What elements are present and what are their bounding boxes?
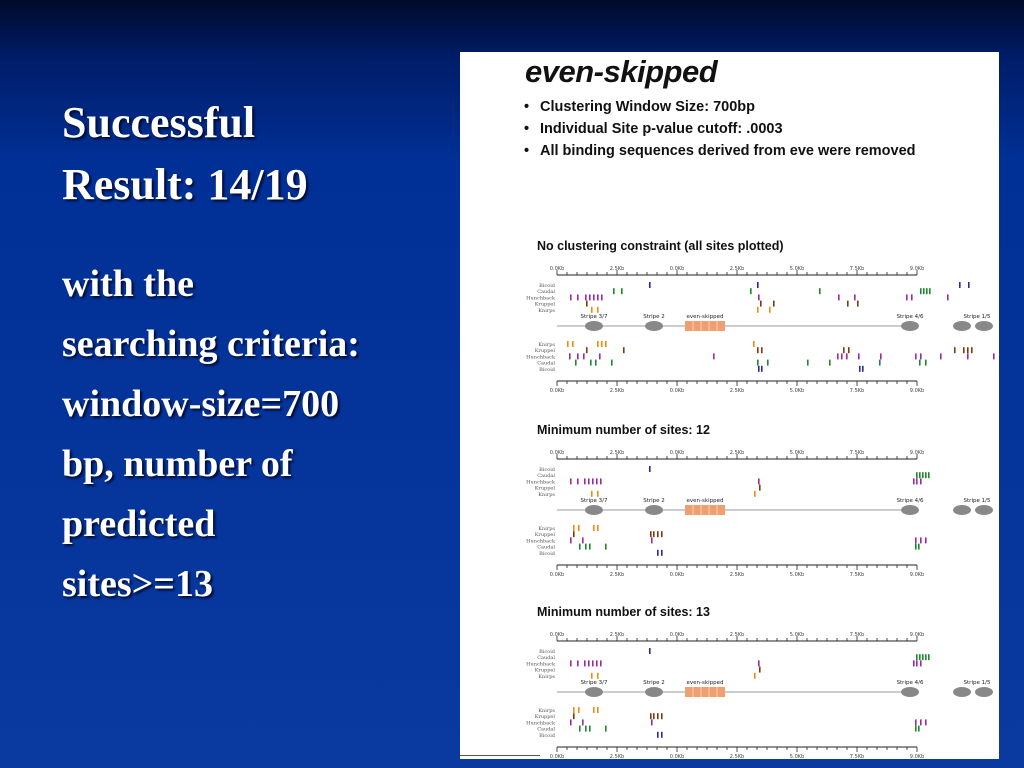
site-mark-hunchback bbox=[592, 478, 594, 484]
stripe-label: Stripe 1/5 bbox=[963, 314, 991, 320]
site-mark-bicoid bbox=[968, 282, 970, 288]
stripe-enhancer bbox=[953, 505, 971, 515]
site-mark-hunchback bbox=[600, 478, 602, 484]
site-mark-hunchback bbox=[916, 660, 918, 666]
stripe-enhancer bbox=[585, 505, 603, 515]
site-mark-hunchback bbox=[758, 478, 760, 484]
site-mark-caudal bbox=[928, 472, 930, 478]
site-mark-knirps bbox=[578, 525, 580, 531]
site-mark-hunchback bbox=[577, 660, 579, 666]
ruler-tick-label: 2.5Kb bbox=[609, 572, 625, 578]
top-row-label-knirps: Knirps bbox=[538, 673, 555, 680]
site-mark-caudal bbox=[621, 288, 623, 294]
top-row-label-kruppel: Kruppel bbox=[534, 485, 555, 492]
slide-body bbox=[62, 254, 457, 614]
bottom-row-label-knirps: Knirps bbox=[538, 342, 555, 348]
site-mark-hunchback bbox=[569, 353, 571, 359]
site-mark-bicoid bbox=[761, 366, 763, 372]
site-mark-kruppel bbox=[954, 347, 956, 353]
site-mark-bicoid bbox=[758, 366, 760, 372]
stripe-enhancer bbox=[585, 321, 603, 331]
ruler-tick-label: 0.0Kb bbox=[549, 632, 565, 638]
site-mark-kruppel bbox=[573, 531, 575, 537]
site-mark-caudal bbox=[920, 288, 922, 294]
body-line-6: sites>=13 bbox=[62, 563, 213, 605]
site-mark-knirps bbox=[597, 491, 599, 497]
site-mark-kruppel bbox=[586, 347, 588, 353]
top-row-label-kruppel: Kruppel bbox=[534, 301, 555, 308]
site-mark-caudal bbox=[595, 360, 597, 366]
site-mark-caudal bbox=[589, 544, 591, 550]
site-mark-caudal bbox=[819, 288, 821, 294]
ruler-tick-label: 5.0Kb bbox=[789, 388, 805, 394]
site-mark-hunchback bbox=[599, 353, 601, 359]
site-mark-hunchback bbox=[589, 294, 591, 300]
ruler-tick-label: 9.0Kb bbox=[909, 388, 925, 394]
site-mark-caudal bbox=[926, 288, 928, 294]
site-mark-hunchback bbox=[758, 294, 760, 300]
bottom-row-label-hunchback: Hunchback bbox=[526, 538, 555, 545]
site-mark-hunchback bbox=[584, 660, 586, 666]
site-mark-hunchback bbox=[925, 719, 927, 725]
body-line-5: predicted bbox=[62, 503, 216, 545]
ruler-tick-label: 9.0Kb bbox=[909, 450, 925, 456]
top-row-label-caudal: Caudal bbox=[537, 289, 555, 296]
ruler-tick-label: 7.5Kb bbox=[849, 450, 865, 456]
site-mark-hunchback bbox=[920, 660, 922, 666]
bullet-pvalue: • Individual Site p-value cutoff: .0003 bbox=[524, 118, 964, 140]
site-mark-knirps bbox=[572, 341, 574, 347]
site-mark-kruppel bbox=[761, 347, 763, 353]
site-mark-knirps bbox=[591, 491, 593, 497]
stripe-enhancer bbox=[975, 321, 993, 331]
site-mark-hunchback bbox=[915, 353, 917, 359]
stripe-enhancer bbox=[901, 505, 919, 515]
ruler-tick-label: 5.0Kb bbox=[789, 754, 805, 760]
ruler-tick-label: 2.5Kb bbox=[609, 266, 625, 272]
site-mark-knirps bbox=[567, 341, 569, 347]
site-mark-hunchback bbox=[592, 660, 594, 666]
site-mark-kruppel bbox=[650, 531, 652, 537]
panel-label-3: Minimum number of sites: 13 bbox=[537, 605, 710, 619]
eve-gene-box bbox=[685, 505, 725, 515]
body-line-4: bp, number of bbox=[62, 443, 293, 485]
ruler-tick-label: 0.0Kb bbox=[549, 754, 565, 760]
site-mark-hunchback bbox=[570, 660, 572, 666]
ruler-tick-label: 7.5Kb bbox=[849, 266, 865, 272]
site-mark-kruppel bbox=[843, 347, 845, 353]
site-mark-hunchback bbox=[651, 537, 653, 543]
site-mark-kruppel bbox=[623, 347, 625, 353]
stripe-label: Stripe 4/6 bbox=[896, 314, 924, 320]
site-mark-hunchback bbox=[570, 537, 572, 543]
site-mark-knirps bbox=[573, 525, 575, 531]
slide-title bbox=[62, 92, 457, 216]
stripe-label: Stripe 4/6 bbox=[896, 498, 924, 504]
stripe-label: Stripe 1/5 bbox=[963, 498, 991, 504]
site-mark-caudal bbox=[922, 654, 924, 660]
ruler-tick-label: 0.0Kb bbox=[669, 754, 685, 760]
site-mark-bicoid bbox=[657, 732, 659, 738]
ruler-tick-label: 0.0Kb bbox=[549, 572, 565, 578]
stripe-enhancer bbox=[975, 687, 993, 697]
site-mark-kruppel bbox=[657, 713, 659, 719]
site-mark-caudal bbox=[923, 288, 925, 294]
site-mark-hunchback bbox=[940, 353, 942, 359]
bottom-row-label-knirps: Knirps bbox=[538, 708, 555, 714]
site-mark-bicoid bbox=[649, 282, 651, 288]
site-mark-caudal bbox=[916, 472, 918, 478]
site-mark-hunchback bbox=[920, 719, 922, 725]
site-mark-hunchback bbox=[993, 353, 995, 359]
site-mark-hunchback bbox=[846, 353, 848, 359]
site-mark-hunchback bbox=[858, 353, 860, 359]
ruler-tick-label: 0.0Kb bbox=[669, 388, 685, 394]
ruler-tick-label: 2.5Kb bbox=[729, 754, 745, 760]
site-mark-knirps bbox=[754, 491, 756, 497]
stripe-label: Stripe 2 bbox=[643, 498, 665, 504]
site-mark-kruppel bbox=[586, 301, 588, 307]
ruler-tick-label: 0.0Kb bbox=[549, 450, 565, 456]
top-row-label-bicoid: Bicoid bbox=[539, 467, 555, 473]
eve-figure bbox=[460, 52, 999, 759]
site-mark-hunchback bbox=[585, 294, 587, 300]
site-mark-hunchback bbox=[577, 353, 579, 359]
figure-bottom-rule bbox=[460, 755, 540, 756]
site-mark-hunchback bbox=[601, 294, 603, 300]
ruler-tick-label: 7.5Kb bbox=[849, 572, 865, 578]
site-mark-hunchback bbox=[913, 478, 915, 484]
site-mark-hunchback bbox=[588, 478, 590, 484]
figure-title: even-skipped bbox=[525, 54, 718, 89]
site-mark-hunchback bbox=[596, 660, 598, 666]
site-mark-caudal bbox=[585, 544, 587, 550]
site-mark-bicoid bbox=[862, 366, 864, 372]
body-line-2: searching criteria: bbox=[62, 323, 360, 365]
eve-gene-box bbox=[685, 687, 725, 697]
ruler-tick-label: 2.5Kb bbox=[729, 450, 745, 456]
ruler-tick-label: 2.5Kb bbox=[729, 388, 745, 394]
site-mark-kruppel bbox=[759, 667, 761, 673]
ruler-tick-label: 0.0Kb bbox=[669, 572, 685, 578]
site-mark-caudal bbox=[590, 360, 592, 366]
site-mark-caudal bbox=[767, 360, 769, 366]
site-mark-caudal bbox=[919, 472, 921, 478]
ruler-tick-label: 0.0Kb bbox=[549, 266, 565, 272]
site-mark-hunchback bbox=[913, 660, 915, 666]
top-row-label-knirps: Knirps bbox=[538, 307, 555, 314]
site-mark-knirps bbox=[591, 673, 593, 679]
site-mark-hunchback bbox=[920, 537, 922, 543]
ruler-tick-label: 7.5Kb bbox=[849, 388, 865, 394]
ruler-tick-label: 2.5Kb bbox=[609, 632, 625, 638]
stripe-label: Stripe 2 bbox=[643, 314, 665, 320]
site-mark-caudal bbox=[879, 360, 881, 366]
eve-gene-label: even-skipped bbox=[686, 314, 724, 320]
site-mark-hunchback bbox=[584, 478, 586, 484]
ruler-tick-label: 9.0Kb bbox=[909, 572, 925, 578]
site-mark-hunchback bbox=[593, 294, 595, 300]
top-row-label-bicoid: Bicoid bbox=[539, 649, 555, 655]
stripe-enhancer bbox=[645, 687, 663, 697]
site-mark-caudal bbox=[929, 288, 931, 294]
site-mark-caudal bbox=[922, 472, 924, 478]
site-mark-kruppel bbox=[967, 347, 969, 353]
site-mark-bicoid bbox=[757, 282, 759, 288]
site-mark-caudal bbox=[915, 726, 917, 732]
site-mark-hunchback bbox=[915, 537, 917, 543]
body-line-3: window-size=700 bbox=[62, 383, 340, 425]
stripe-enhancer bbox=[953, 321, 971, 331]
site-mark-hunchback bbox=[570, 719, 572, 725]
top-row-label-knirps: Knirps bbox=[538, 491, 555, 498]
site-mark-hunchback bbox=[906, 294, 908, 300]
site-mark-caudal bbox=[915, 544, 917, 550]
stripe-label: Stripe 2 bbox=[643, 680, 665, 686]
top-row-label-hunchback: Hunchback bbox=[526, 295, 555, 302]
binding-site-map-1 bbox=[460, 264, 999, 394]
site-mark-caudal bbox=[579, 544, 581, 550]
ruler-tick-label: 2.5Kb bbox=[609, 450, 625, 456]
site-mark-bicoid bbox=[657, 550, 659, 556]
site-mark-kruppel bbox=[650, 713, 652, 719]
site-mark-kruppel bbox=[661, 531, 663, 537]
site-mark-hunchback bbox=[947, 294, 949, 300]
ruler-tick-label: 9.0Kb bbox=[909, 266, 925, 272]
site-mark-hunchback bbox=[838, 294, 840, 300]
ruler-tick-label: 0.0Kb bbox=[669, 266, 685, 272]
site-mark-caudal bbox=[605, 544, 607, 550]
site-mark-kruppel bbox=[760, 301, 762, 307]
stripe-label: Stripe 3/7 bbox=[580, 498, 608, 504]
bottom-row-label-hunchback: Hunchback bbox=[526, 354, 555, 361]
site-mark-hunchback bbox=[841, 353, 843, 359]
site-mark-caudal bbox=[829, 360, 831, 366]
site-mark-knirps bbox=[597, 707, 599, 713]
top-row-label-caudal: Caudal bbox=[537, 473, 555, 480]
site-mark-hunchback bbox=[915, 719, 917, 725]
bottom-row-label-hunchback: Hunchback bbox=[526, 720, 555, 727]
site-mark-caudal bbox=[750, 288, 752, 294]
site-mark-hunchback bbox=[880, 353, 882, 359]
site-mark-caudal bbox=[928, 654, 930, 660]
site-mark-knirps bbox=[591, 307, 593, 313]
stripe-enhancer bbox=[953, 687, 971, 697]
ruler-tick-label: 5.0Kb bbox=[789, 572, 805, 578]
site-mark-hunchback bbox=[916, 478, 918, 484]
stripe-enhancer bbox=[901, 687, 919, 697]
site-mark-hunchback bbox=[577, 294, 579, 300]
ruler-tick-label: 5.0Kb bbox=[789, 266, 805, 272]
site-mark-knirps bbox=[754, 673, 756, 679]
stripe-label: Stripe 4/6 bbox=[896, 680, 924, 686]
site-mark-hunchback bbox=[588, 660, 590, 666]
top-row-label-bicoid: Bicoid bbox=[539, 283, 555, 289]
ruler-tick-label: 7.5Kb bbox=[849, 754, 865, 760]
bottom-row-label-caudal: Caudal bbox=[537, 544, 555, 551]
top-row-label-caudal: Caudal bbox=[537, 655, 555, 662]
panel-label-1: No clustering constraint (all sites plotted) bbox=[537, 239, 784, 253]
site-mark-knirps bbox=[573, 707, 575, 713]
site-mark-kruppel bbox=[661, 713, 663, 719]
top-row-label-kruppel: Kruppel bbox=[534, 667, 555, 674]
site-mark-kruppel bbox=[857, 301, 859, 307]
site-mark-hunchback bbox=[570, 294, 572, 300]
site-mark-knirps bbox=[597, 673, 599, 679]
bottom-row-label-kruppel: Kruppel bbox=[534, 532, 555, 539]
slide-text bbox=[62, 92, 457, 614]
site-mark-caudal bbox=[925, 360, 927, 366]
site-mark-hunchback bbox=[570, 478, 572, 484]
site-mark-hunchback bbox=[577, 478, 579, 484]
body-line-1: with the bbox=[62, 263, 194, 305]
site-mark-hunchback bbox=[600, 660, 602, 666]
site-mark-bicoid bbox=[649, 648, 651, 654]
site-mark-kruppel bbox=[653, 531, 655, 537]
stripe-enhancer bbox=[901, 321, 919, 331]
site-mark-hunchback bbox=[582, 537, 584, 543]
stripe-enhancer bbox=[585, 687, 603, 697]
site-mark-caudal bbox=[605, 726, 607, 732]
site-mark-caudal bbox=[919, 360, 921, 366]
site-mark-bicoid bbox=[859, 366, 861, 372]
site-mark-hunchback bbox=[920, 353, 922, 359]
site-mark-hunchback bbox=[925, 537, 927, 543]
site-mark-caudal bbox=[916, 654, 918, 660]
bullet-removed: • All binding sequences derived from eve were removed bbox=[524, 140, 964, 162]
eve-gene-label: even-skipped bbox=[686, 498, 724, 504]
eve-gene-box bbox=[685, 321, 725, 331]
ruler-tick-label: 0.0Kb bbox=[669, 632, 685, 638]
site-mark-caudal bbox=[575, 360, 577, 366]
bottom-row-label-caudal: Caudal bbox=[537, 726, 555, 733]
stripe-enhancer bbox=[645, 505, 663, 515]
ruler-tick-label: 2.5Kb bbox=[609, 388, 625, 394]
site-mark-bicoid bbox=[959, 282, 961, 288]
ruler-tick-label: 2.5Kb bbox=[729, 632, 745, 638]
site-mark-bicoid bbox=[661, 550, 663, 556]
site-mark-kruppel bbox=[971, 347, 973, 353]
bottom-row-label-bicoid: Bicoid bbox=[539, 550, 555, 557]
site-mark-hunchback bbox=[837, 353, 839, 359]
bullet-window-size: • Clustering Window Size: 700bp bbox=[524, 96, 964, 118]
site-mark-hunchback bbox=[854, 294, 856, 300]
site-mark-kruppel bbox=[653, 713, 655, 719]
ruler-tick-label: 0.0Kb bbox=[669, 450, 685, 456]
site-mark-caudal bbox=[918, 544, 920, 550]
ruler-tick-label: 9.0Kb bbox=[909, 754, 925, 760]
top-row-label-hunchback: Hunchback bbox=[526, 661, 555, 668]
site-mark-caudal bbox=[585, 726, 587, 732]
stripe-enhancer bbox=[645, 321, 663, 331]
site-mark-knirps bbox=[578, 707, 580, 713]
bottom-row-label-bicoid: Bicoid bbox=[539, 732, 555, 739]
eve-gene-label: even-skipped bbox=[686, 680, 724, 686]
site-mark-caudal bbox=[589, 726, 591, 732]
site-mark-hunchback bbox=[911, 294, 913, 300]
site-mark-hunchback bbox=[758, 660, 760, 666]
ruler-tick-label: 2.5Kb bbox=[729, 266, 745, 272]
ruler-tick-label: 0.0Kb bbox=[549, 388, 565, 394]
stripe-label: Stripe 1/5 bbox=[963, 680, 991, 686]
site-mark-caudal bbox=[613, 288, 615, 294]
site-mark-hunchback bbox=[920, 478, 922, 484]
ruler-tick-label: 5.0Kb bbox=[789, 632, 805, 638]
site-mark-knirps bbox=[769, 307, 771, 313]
site-mark-knirps bbox=[593, 707, 595, 713]
site-mark-hunchback bbox=[967, 353, 969, 359]
site-mark-caudal bbox=[919, 654, 921, 660]
site-mark-kruppel bbox=[573, 713, 575, 719]
ruler-tick-label: 9.0Kb bbox=[909, 632, 925, 638]
slide-title-line-1: Successful bbox=[62, 98, 256, 147]
binding-site-map-2 bbox=[460, 448, 999, 578]
site-mark-kruppel bbox=[848, 347, 850, 353]
site-mark-knirps bbox=[605, 341, 607, 347]
ruler-tick-label: 2.5Kb bbox=[729, 572, 745, 578]
site-mark-knirps bbox=[597, 341, 599, 347]
site-mark-hunchback bbox=[713, 353, 715, 359]
bottom-row-label-kruppel: Kruppel bbox=[534, 714, 555, 721]
site-mark-bicoid bbox=[661, 732, 663, 738]
site-mark-knirps bbox=[757, 307, 759, 313]
ruler-tick-label: 7.5Kb bbox=[849, 632, 865, 638]
stripe-label: Stripe 3/7 bbox=[580, 314, 608, 320]
figure-bullets bbox=[524, 96, 964, 162]
ruler-tick-label: 2.5Kb bbox=[609, 754, 625, 760]
bottom-row-label-bicoid: Bicoid bbox=[539, 366, 555, 373]
binding-site-map-3 bbox=[460, 630, 999, 759]
stripe-label: Stripe 3/7 bbox=[580, 680, 608, 686]
site-mark-knirps bbox=[593, 525, 595, 531]
site-mark-hunchback bbox=[596, 478, 598, 484]
site-mark-knirps bbox=[601, 341, 603, 347]
bottom-row-label-caudal: Caudal bbox=[537, 360, 555, 367]
site-mark-caudal bbox=[925, 472, 927, 478]
site-mark-caudal bbox=[757, 360, 759, 366]
site-mark-kruppel bbox=[773, 301, 775, 307]
site-mark-caudal bbox=[611, 360, 613, 366]
site-mark-kruppel bbox=[759, 485, 761, 491]
bottom-row-label-kruppel: Kruppel bbox=[534, 348, 555, 355]
site-mark-knirps bbox=[753, 341, 755, 347]
site-mark-caudal bbox=[918, 726, 920, 732]
site-mark-hunchback bbox=[651, 719, 653, 725]
panel-label-2: Minimum number of sites: 12 bbox=[537, 423, 710, 437]
ruler-tick-label: 5.0Kb bbox=[789, 450, 805, 456]
slide-title-line-2: Result: 14/19 bbox=[62, 160, 308, 209]
site-mark-bicoid bbox=[649, 466, 651, 472]
site-mark-hunchback bbox=[583, 353, 585, 359]
site-mark-kruppel bbox=[963, 347, 965, 353]
stripe-enhancer bbox=[975, 505, 993, 515]
site-mark-hunchback bbox=[582, 719, 584, 725]
site-mark-caudal bbox=[579, 726, 581, 732]
site-mark-knirps bbox=[597, 307, 599, 313]
site-mark-hunchback bbox=[597, 294, 599, 300]
site-mark-caudal bbox=[925, 654, 927, 660]
site-mark-kruppel bbox=[757, 347, 759, 353]
site-mark-kruppel bbox=[657, 531, 659, 537]
site-mark-kruppel bbox=[847, 301, 849, 307]
bottom-row-label-knirps: Knirps bbox=[538, 526, 555, 532]
top-row-label-hunchback: Hunchback bbox=[526, 479, 555, 486]
site-mark-caudal bbox=[807, 360, 809, 366]
site-mark-knirps bbox=[597, 525, 599, 531]
